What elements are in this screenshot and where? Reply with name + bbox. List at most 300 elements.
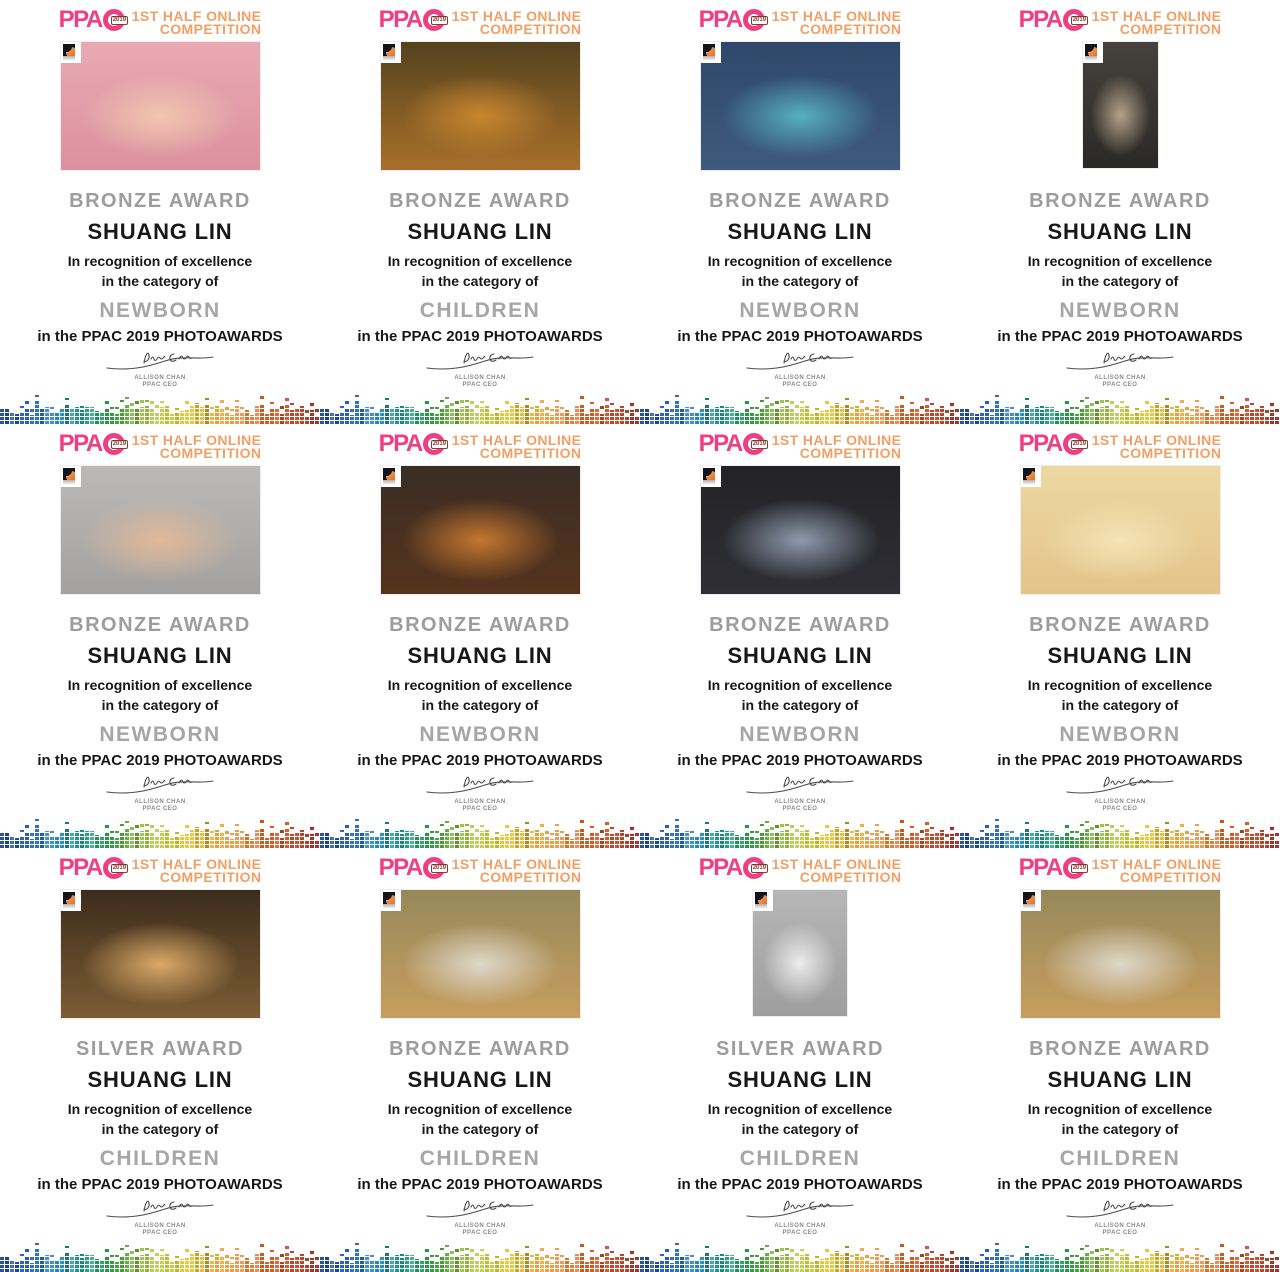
recognition-line1: In recognition of excellence — [387, 677, 573, 693]
competition-title-line2: COMPETITION — [159, 21, 262, 37]
signature-image — [0, 772, 320, 796]
signatory-title: PPAC CEO — [782, 806, 818, 812]
competition-title — [772, 855, 902, 884]
award-photo — [380, 465, 581, 595]
equalizer-strip — [0, 1240, 320, 1272]
ppac-badge-icon — [381, 466, 401, 487]
logo-year-badge: 2019 — [752, 17, 767, 23]
ppac-logo — [379, 7, 445, 33]
recognition-line1: In recognition of excellence — [1027, 677, 1213, 693]
ppac-logo-c-ring — [103, 433, 125, 455]
signatory-title: PPAC CEO — [782, 382, 818, 388]
recipient-name: SHUANG LIN — [1047, 219, 1193, 244]
award-photo — [1020, 465, 1221, 595]
recognition-line1: In recognition of excellence — [67, 253, 253, 269]
ppac-badge-mark-icon — [63, 892, 75, 904]
signatory-name: ALLISON CHAN — [134, 375, 186, 381]
ppac-badge-mark-icon — [1023, 892, 1035, 904]
logo-year-badge: 2019 — [112, 441, 127, 447]
ppac-badge-reflection — [383, 480, 395, 485]
ppac-badge-icon — [1083, 42, 1103, 63]
award-title: BRONZE AWARD — [389, 1038, 571, 1060]
competition-title-line1: 1ST HALF ONLINE — [131, 432, 262, 448]
ppac-wordmark: PPA — [58, 430, 102, 457]
logo-year-badge: 2019 — [1072, 865, 1087, 871]
ppac-badge-reflection — [1023, 904, 1035, 909]
photoawards-line: in the PPAC 2019 PHOTOAWARDS — [677, 328, 923, 345]
ppac-badge-reflection — [383, 56, 395, 61]
ppac-badge-icon — [61, 42, 81, 63]
award-photo — [752, 889, 848, 1017]
competition-title — [452, 7, 582, 36]
ppac-logo-c-ring — [103, 857, 125, 879]
ppac-wordmark: PPA — [58, 6, 102, 33]
ppac-wordmark: PPA — [698, 430, 742, 457]
competition-title — [132, 431, 262, 460]
signatory-title: PPAC CEO — [142, 382, 178, 388]
ppac-wordmark: PPA — [378, 854, 422, 881]
signatory-title: PPAC CEO — [782, 1230, 818, 1236]
signature-scribble-icon — [415, 772, 545, 796]
logo-year-badge: 2019 — [1072, 17, 1087, 23]
recognition-line1: In recognition of excellence — [67, 677, 253, 693]
signature-scribble-icon — [415, 1196, 545, 1220]
ppac-badge-mark-icon — [703, 44, 715, 56]
signature-scribble-icon — [735, 772, 865, 796]
ppac-logo-c-ring — [103, 9, 125, 31]
photoawards-line: in the PPAC 2019 PHOTOAWARDS — [997, 1176, 1243, 1193]
ppac-badge-mark-icon — [383, 468, 395, 480]
category-name: NEWBORN — [1059, 723, 1181, 746]
ppac-badge-mark-icon — [1023, 468, 1035, 480]
ppac-badge-mark-icon — [63, 468, 75, 480]
recipient-name: SHUANG LIN — [727, 219, 873, 244]
photo-row — [640, 889, 960, 1019]
competition-title — [452, 431, 582, 460]
competition-title-line1: 1ST HALF ONLINE — [1091, 432, 1222, 448]
recipient-name: SHUANG LIN — [407, 643, 553, 668]
ppac-logo — [699, 855, 765, 881]
award-title: BRONZE AWARD — [709, 614, 891, 636]
category-name: CHILDREN — [419, 1147, 541, 1170]
certificate — [640, 848, 960, 1272]
equalizer-strip — [320, 1240, 640, 1272]
award-photo — [1082, 41, 1159, 169]
signatory-title: PPAC CEO — [142, 806, 178, 812]
ppac-badge-reflection — [1023, 480, 1035, 485]
award-title: BRONZE AWARD — [389, 614, 571, 636]
competition-title — [1092, 855, 1222, 884]
competition-header — [0, 855, 320, 888]
ppac-wordmark: PPA — [378, 430, 422, 457]
competition-title-line2: COMPETITION — [1119, 21, 1222, 37]
award-photo — [700, 465, 901, 595]
recognition-line1: In recognition of excellence — [1027, 253, 1213, 269]
signature-image — [640, 1196, 960, 1220]
recognition-line2: in the category of — [421, 697, 539, 713]
ppac-logo-c-ring — [423, 433, 445, 455]
ppac-badge-icon — [61, 466, 81, 487]
ppac-logo — [1019, 431, 1085, 457]
recognition-line2: in the category of — [101, 273, 219, 289]
signature-scribble-icon — [95, 1196, 225, 1220]
award-title: BRONZE AWARD — [1029, 190, 1211, 212]
competition-title-line1: 1ST HALF ONLINE — [131, 856, 262, 872]
competition-title-line1: 1ST HALF ONLINE — [771, 8, 902, 24]
award-title: BRONZE AWARD — [69, 190, 251, 212]
ppac-logo — [59, 855, 125, 881]
ppac-badge-reflection — [383, 904, 395, 909]
logo-year-badge: 2019 — [432, 441, 447, 447]
ppac-badge-mark-icon — [63, 44, 75, 56]
equalizer-strip — [320, 816, 640, 848]
recipient-name: SHUANG LIN — [727, 643, 873, 668]
ppac-logo-c-ring — [423, 9, 445, 31]
photoawards-line: in the PPAC 2019 PHOTOAWARDS — [997, 328, 1243, 345]
signatory-name: ALLISON CHAN — [134, 1223, 186, 1229]
category-name: CHILDREN — [739, 1147, 861, 1170]
competition-title — [132, 855, 262, 884]
signature-image — [640, 348, 960, 372]
ppac-badge-mark-icon — [383, 892, 395, 904]
ppac-logo — [699, 431, 765, 457]
competition-header — [640, 431, 960, 464]
logo-year-badge: 2019 — [432, 865, 447, 871]
photoawards-line: in the PPAC 2019 PHOTOAWARDS — [677, 1176, 923, 1193]
photo-row — [640, 41, 960, 171]
competition-title-line2: COMPETITION — [159, 869, 262, 885]
ppac-badge-icon — [381, 890, 401, 911]
award-title: BRONZE AWARD — [1029, 614, 1211, 636]
signatory-name: ALLISON CHAN — [1094, 1223, 1146, 1229]
logo-year-badge: 2019 — [1072, 441, 1087, 447]
competition-title-line2: COMPETITION — [479, 21, 582, 37]
equalizer-strip — [960, 816, 1280, 848]
signatory-title: PPAC CEO — [1102, 382, 1138, 388]
competition-header — [960, 7, 1280, 40]
ppac-wordmark: PPA — [1018, 6, 1062, 33]
competition-title-line2: COMPETITION — [159, 445, 262, 461]
certificate — [320, 424, 640, 848]
signatory-name: ALLISON CHAN — [774, 799, 826, 805]
competition-title-line2: COMPETITION — [479, 869, 582, 885]
ppac-logo — [379, 855, 445, 881]
photoawards-line: in the PPAC 2019 PHOTOAWARDS — [37, 328, 283, 345]
ppac-badge-reflection — [1085, 56, 1097, 61]
signature-scribble-icon — [95, 348, 225, 372]
signatory-title: PPAC CEO — [462, 1230, 498, 1236]
equalizer-strip — [960, 1240, 1280, 1272]
category-name: CHILDREN — [1059, 1147, 1181, 1170]
recognition-line2: in the category of — [741, 697, 859, 713]
competition-title — [132, 7, 262, 36]
competition-title-line1: 1ST HALF ONLINE — [1091, 856, 1222, 872]
ppac-logo — [59, 431, 125, 457]
certificate — [960, 0, 1280, 424]
competition-title — [452, 855, 582, 884]
competition-header — [0, 431, 320, 464]
recognition-line2: in the category of — [101, 1121, 219, 1137]
competition-title-line1: 1ST HALF ONLINE — [1091, 8, 1222, 24]
equalizer-strip — [320, 392, 640, 424]
signatory-name: ALLISON CHAN — [1094, 799, 1146, 805]
signature-image — [960, 1196, 1280, 1220]
award-photo — [700, 41, 901, 171]
signatory-name: ALLISON CHAN — [454, 1223, 506, 1229]
competition-title-line2: COMPETITION — [799, 21, 902, 37]
photoawards-line: in the PPAC 2019 PHOTOAWARDS — [357, 752, 603, 769]
competition-title — [1092, 7, 1222, 36]
certificate — [0, 0, 320, 424]
signature-image — [960, 772, 1280, 796]
competition-title-line2: COMPETITION — [479, 445, 582, 461]
ppac-wordmark: PPA — [58, 854, 102, 881]
ppac-logo — [1019, 7, 1085, 33]
equalizer-strip — [640, 1240, 960, 1272]
ppac-badge-icon — [701, 466, 721, 487]
photoawards-line: in the PPAC 2019 PHOTOAWARDS — [37, 752, 283, 769]
ppac-badge-mark-icon — [1085, 44, 1097, 56]
award-photo — [60, 41, 261, 171]
ppac-badge-reflection — [63, 56, 75, 61]
signature-image — [320, 1196, 640, 1220]
ppac-badge-icon — [1021, 466, 1041, 487]
photo-row — [320, 889, 640, 1019]
equalizer-strip — [0, 392, 320, 424]
ppac-logo-c-ring — [1063, 9, 1085, 31]
photo-row — [0, 889, 320, 1019]
competition-title-line1: 1ST HALF ONLINE — [771, 432, 902, 448]
signatory-name: ALLISON CHAN — [454, 375, 506, 381]
award-photo — [60, 889, 261, 1019]
award-title: BRONZE AWARD — [1029, 1038, 1211, 1060]
competition-header — [320, 431, 640, 464]
competition-title-line2: COMPETITION — [799, 869, 902, 885]
competition-title-line1: 1ST HALF ONLINE — [451, 8, 582, 24]
ppac-badge-icon — [61, 890, 81, 911]
signature-scribble-icon — [1055, 348, 1185, 372]
competition-title — [1092, 431, 1222, 460]
ppac-logo — [59, 7, 125, 33]
certificate — [640, 424, 960, 848]
recipient-name: SHUANG LIN — [407, 219, 553, 244]
signature-scribble-icon — [1055, 1196, 1185, 1220]
signature-image — [960, 348, 1280, 372]
ppac-logo-c-ring — [743, 433, 765, 455]
signatory-name: ALLISON CHAN — [454, 799, 506, 805]
competition-title — [772, 7, 902, 36]
competition-header — [960, 855, 1280, 888]
ppac-logo-c-ring — [423, 857, 445, 879]
recognition-line2: in the category of — [741, 1121, 859, 1137]
competition-title-line2: COMPETITION — [1119, 869, 1222, 885]
recipient-name: SHUANG LIN — [727, 1067, 873, 1092]
ppac-logo — [699, 7, 765, 33]
logo-year-badge: 2019 — [112, 865, 127, 871]
ppac-badge-mark-icon — [755, 892, 767, 904]
signature-image — [640, 772, 960, 796]
recipient-name: SHUANG LIN — [87, 219, 233, 244]
signature-scribble-icon — [415, 348, 545, 372]
equalizer-strip — [640, 392, 960, 424]
certificate — [960, 424, 1280, 848]
ppac-wordmark: PPA — [1018, 430, 1062, 457]
award-photo — [60, 465, 261, 595]
signatory-title: PPAC CEO — [462, 382, 498, 388]
photo-row — [960, 41, 1280, 171]
recognition-line1: In recognition of excellence — [707, 1101, 893, 1117]
certificate — [0, 424, 320, 848]
ppac-badge-mark-icon — [383, 44, 395, 56]
certificate — [320, 848, 640, 1272]
certificate — [640, 0, 960, 424]
competition-header — [0, 7, 320, 40]
competition-title — [772, 431, 902, 460]
ppac-logo-c-ring — [743, 857, 765, 879]
ppac-wordmark: PPA — [698, 6, 742, 33]
photoawards-line: in the PPAC 2019 PHOTOAWARDS — [677, 752, 923, 769]
competition-title-line2: COMPETITION — [799, 445, 902, 461]
certificate — [960, 848, 1280, 1272]
award-photo — [380, 889, 581, 1019]
recognition-line2: in the category of — [1061, 1121, 1179, 1137]
recognition-line2: in the category of — [421, 1121, 539, 1137]
signatory-name: ALLISON CHAN — [1094, 375, 1146, 381]
ppac-badge-reflection — [703, 480, 715, 485]
logo-year-badge: 2019 — [752, 441, 767, 447]
award-title: BRONZE AWARD — [69, 614, 251, 636]
recognition-line1: In recognition of excellence — [387, 1101, 573, 1117]
ppac-badge-icon — [1021, 890, 1041, 911]
signature-scribble-icon — [735, 1196, 865, 1220]
recognition-line1: In recognition of excellence — [707, 253, 893, 269]
recognition-line1: In recognition of excellence — [1027, 1101, 1213, 1117]
award-title: SILVER AWARD — [75, 1038, 244, 1060]
competition-title-line1: 1ST HALF ONLINE — [451, 856, 582, 872]
category-name: NEWBORN — [99, 299, 221, 322]
category-name: CHILDREN — [99, 1147, 221, 1170]
recipient-name: SHUANG LIN — [407, 1067, 553, 1092]
photoawards-line: in the PPAC 2019 PHOTOAWARDS — [37, 1176, 283, 1193]
signature-scribble-icon — [1055, 772, 1185, 796]
photoawards-line: in the PPAC 2019 PHOTOAWARDS — [357, 1176, 603, 1193]
category-name: NEWBORN — [739, 299, 861, 322]
ppac-badge-reflection — [63, 480, 75, 485]
recipient-name: SHUANG LIN — [1047, 1067, 1193, 1092]
competition-title-line1: 1ST HALF ONLINE — [771, 856, 902, 872]
recognition-line2: in the category of — [1061, 697, 1179, 713]
ppac-wordmark: PPA — [698, 854, 742, 881]
recognition-line2: in the category of — [1061, 273, 1179, 289]
competition-header — [960, 431, 1280, 464]
recipient-name: SHUANG LIN — [1047, 643, 1193, 668]
certificate — [0, 848, 320, 1272]
recognition-line2: in the category of — [421, 273, 539, 289]
signature-image — [320, 772, 640, 796]
award-photo — [380, 41, 581, 171]
award-title: BRONZE AWARD — [709, 190, 891, 212]
ppac-logo — [1019, 855, 1085, 881]
signature-image — [0, 1196, 320, 1220]
category-name: NEWBORN — [419, 723, 541, 746]
signatory-name: ALLISON CHAN — [774, 1223, 826, 1229]
ppac-logo-c-ring — [1063, 857, 1085, 879]
photo-row — [960, 889, 1280, 1019]
logo-year-badge: 2019 — [112, 17, 127, 23]
ppac-badge-icon — [701, 42, 721, 63]
signatory-name: ALLISON CHAN — [134, 799, 186, 805]
category-name: NEWBORN — [1059, 299, 1181, 322]
ppac-wordmark: PPA — [378, 6, 422, 33]
competition-title-line2: COMPETITION — [1119, 445, 1222, 461]
recognition-line2: in the category of — [101, 697, 219, 713]
logo-year-badge: 2019 — [752, 865, 767, 871]
equalizer-strip — [960, 392, 1280, 424]
signatory-title: PPAC CEO — [1102, 1230, 1138, 1236]
competition-title-line1: 1ST HALF ONLINE — [451, 432, 582, 448]
competition-header — [320, 7, 640, 40]
logo-year-badge: 2019 — [432, 17, 447, 23]
signature-scribble-icon — [95, 772, 225, 796]
signatory-name: ALLISON CHAN — [774, 375, 826, 381]
photo-row — [320, 465, 640, 595]
signature-scribble-icon — [735, 348, 865, 372]
ppac-logo — [379, 431, 445, 457]
recognition-line2: in the category of — [741, 273, 859, 289]
category-name: NEWBORN — [99, 723, 221, 746]
ppac-logo-c-ring — [743, 9, 765, 31]
ppac-badge-icon — [753, 890, 773, 911]
photo-row — [320, 41, 640, 171]
category-name: CHILDREN — [419, 299, 541, 322]
certificate — [320, 0, 640, 424]
ppac-badge-mark-icon — [703, 468, 715, 480]
competition-header — [320, 855, 640, 888]
award-photo — [1020, 889, 1221, 1019]
recipient-name: SHUANG LIN — [87, 643, 233, 668]
signatory-title: PPAC CEO — [462, 806, 498, 812]
competition-header — [640, 7, 960, 40]
ppac-badge-reflection — [755, 904, 767, 909]
signatory-title: PPAC CEO — [142, 1230, 178, 1236]
ppac-badge-icon — [381, 42, 401, 63]
photo-row — [0, 41, 320, 171]
ppac-logo-c-ring — [1063, 433, 1085, 455]
photoawards-line: in the PPAC 2019 PHOTOAWARDS — [997, 752, 1243, 769]
recipient-name: SHUANG LIN — [87, 1067, 233, 1092]
photo-row — [960, 465, 1280, 595]
award-title: SILVER AWARD — [715, 1038, 884, 1060]
recognition-line1: In recognition of excellence — [67, 1101, 253, 1117]
photo-row — [0, 465, 320, 595]
equalizer-strip — [640, 816, 960, 848]
category-name: NEWBORN — [739, 723, 861, 746]
ppac-badge-reflection — [703, 56, 715, 61]
equalizer-strip — [0, 816, 320, 848]
recognition-line1: In recognition of excellence — [387, 253, 573, 269]
ppac-wordmark: PPA — [1018, 854, 1062, 881]
recognition-line1: In recognition of excellence — [707, 677, 893, 693]
competition-header — [640, 855, 960, 888]
photo-row — [640, 465, 960, 595]
photoawards-line: in the PPAC 2019 PHOTOAWARDS — [357, 328, 603, 345]
signatory-title: PPAC CEO — [1102, 806, 1138, 812]
ppac-badge-reflection — [63, 904, 75, 909]
competition-title-line1: 1ST HALF ONLINE — [131, 8, 262, 24]
award-title: BRONZE AWARD — [389, 190, 571, 212]
signature-image — [0, 348, 320, 372]
signature-image — [320, 348, 640, 372]
